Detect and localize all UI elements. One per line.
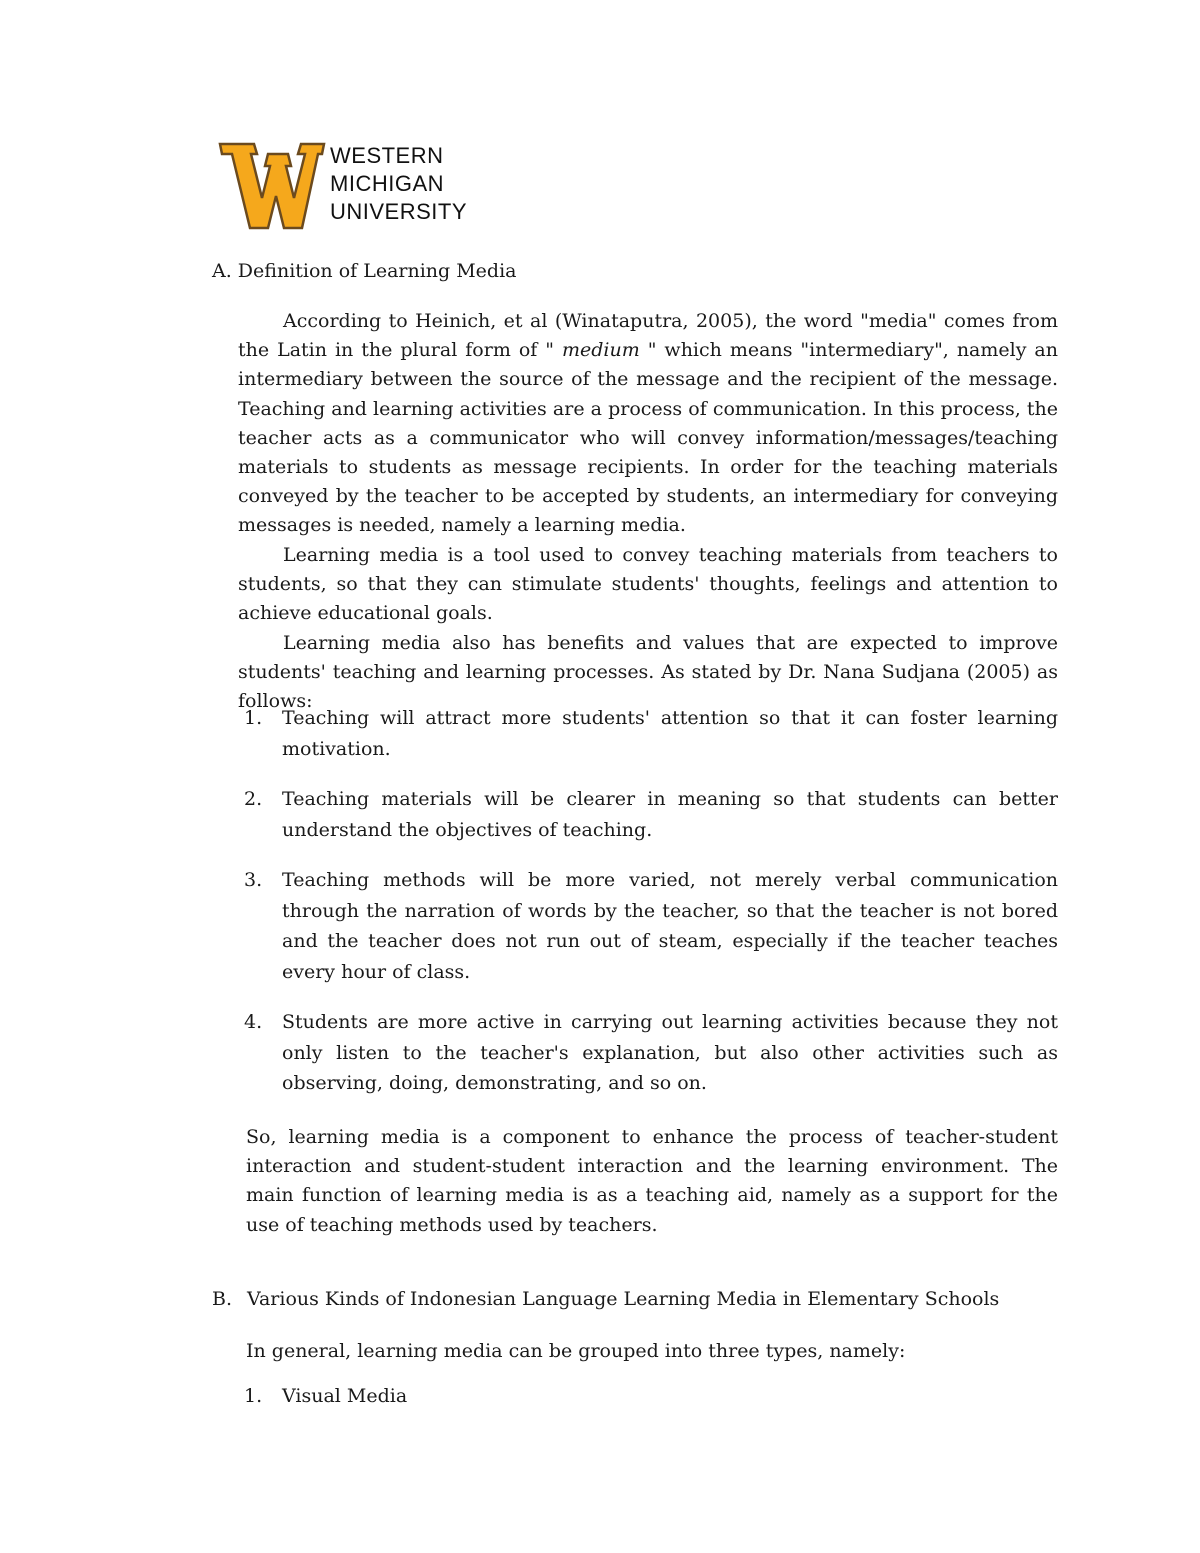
w-logo-icon [218,140,326,232]
list-item [240,865,1058,987]
section-b-number: B. [212,1288,233,1310]
list-item [240,1007,1058,1099]
list-item-number: 2. [244,788,263,810]
paragraph-1-text-end: " which means "intermediary", namely an intermediary between the source of the message and the recipient of the message. Teaching and learning activities are a process of communication. In this process, the teacher acts as a communicator who will convey information/messages/teaching materials to students as message recipients. In order for the teaching materials conveyed by the teacher to be accepted by students, an intermediary for conveying messages is needed, namely a learning media. [238,339,1058,537]
logo-line-university: UNIVERSITY [330,199,468,224]
list-item-text: Visual Media [282,1385,408,1407]
section-a-paragraph-2: Learning media is a tool used to convey teaching materials from teachers to students, so that they can stimulate students' thoughts, feelings and attention to achieve educational goals. [238,544,1058,625]
logo-wordmark [330,142,467,226]
paragraph-1-text-start: According to Heinich, et al (Winataputra, 2005), the word "media" comes from the Latin in the plural form of " [238,310,1058,362]
list-item-number: 4. [244,1011,263,1033]
list-item-number: 1. [244,1385,263,1407]
list-item-text: Teaching materials will be clearer in meaning so that students can better understand the objectives of teaching. [282,788,1058,841]
list-item-text: Students are more active in carrying out learning activities because they not only listen to the teacher's explanation, but also other activities such as observing, doing, demonstrating, and so on. [282,1011,1058,1094]
benefits-list [240,703,1058,1099]
list-item [240,1381,1058,1412]
section-b-intro: In general, learning media can be grouped into three types, namely: [246,1340,906,1362]
section-a-paragraph-1 [238,307,1058,541]
media-types-list [240,1381,1058,1412]
list-item-text: Teaching methods will be more varied, not merely verbal communication through the narration of words by the teacher, so that the teacher is not bored and the teacher does not run out of steam, especially if the teacher teaches every hour of class. [282,869,1058,983]
university-logo [218,140,480,232]
list-item-text: Teaching will attract more students' attention so that it can foster learning motivation. [282,707,1058,760]
list-item [240,784,1058,845]
section-b-heading [212,1285,999,1314]
list-item [240,703,1058,764]
section-b-title: Various Kinds of Indonesian Language Learning Media in Elementary Schools [247,1288,1000,1310]
section-a-conclusion: So, learning media is a component to enhance the process of teacher-student interaction and student-student interaction and the learning environment. The main function of learning media is as a teaching aid, namely as a support for the use of teaching methods used by teachers. [246,1126,1058,1236]
section-a-heading: A. Definition of Learning Media [212,260,517,282]
section-a-paragraph-3: Learning media also has benefits and values that are expected to improve students' teaching and learning processes. As stated by Dr. Nana Sudjana (2005) as follows: [238,632,1058,713]
logo-line-michigan: MICHIGAN [330,171,444,196]
logo-line-western: WESTERN [330,143,444,168]
paragraph-1-emphasis: medium [561,339,640,362]
list-item-number: 3. [244,869,263,891]
list-item-number: 1. [244,707,263,729]
